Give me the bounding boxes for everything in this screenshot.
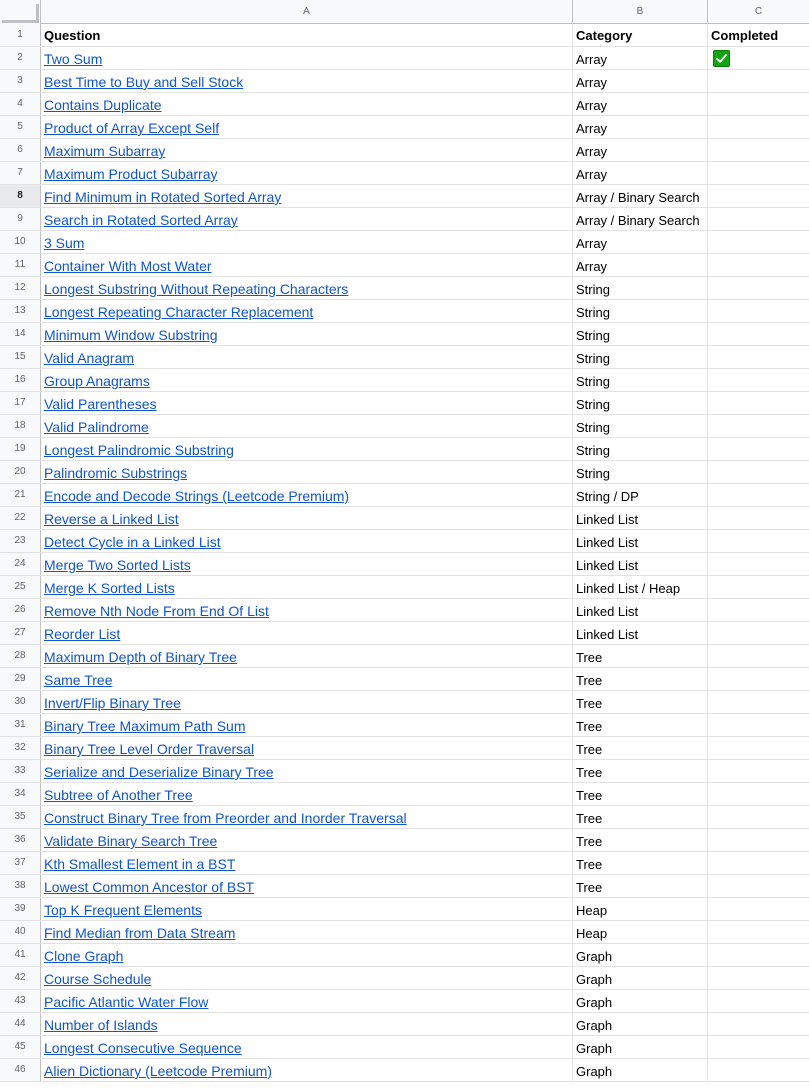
- cell-completed[interactable]: [708, 852, 809, 874]
- table-row: [0, 944, 809, 967]
- row-number[interactable]: 25: [0, 576, 41, 598]
- cell-completed[interactable]: [708, 760, 809, 782]
- row-number[interactable]: 18: [0, 415, 41, 437]
- cell-question[interactable]: [41, 875, 573, 897]
- cell-question[interactable]: [41, 346, 573, 368]
- cell-category[interactable]: Array: [573, 231, 708, 253]
- cell-completed[interactable]: [708, 162, 809, 184]
- select-all-corner[interactable]: [0, 0, 41, 24]
- question-link[interactable]: Binary Tree Maximum Path Sum: [44, 718, 246, 734]
- column-header-row: [0, 0, 809, 24]
- question-link[interactable]: Course Schedule: [44, 971, 152, 987]
- question-link[interactable]: Number of Islands: [44, 1017, 158, 1033]
- cell-category[interactable]: Graph: [573, 990, 708, 1012]
- cell-completed[interactable]: [708, 484, 809, 506]
- cell-category[interactable]: Array: [573, 93, 708, 115]
- row-number[interactable]: 32: [0, 737, 41, 759]
- table-row: [0, 668, 809, 691]
- cell-question[interactable]: [41, 254, 573, 276]
- table-row: [0, 116, 809, 139]
- cell-completed[interactable]: [708, 47, 809, 69]
- row-number[interactable]: 36: [0, 829, 41, 851]
- table-row: [0, 438, 809, 461]
- cell-category[interactable]: Heap: [573, 921, 708, 943]
- row-number[interactable]: 19: [0, 438, 41, 460]
- cell-category[interactable]: Linked List: [573, 530, 708, 552]
- cell-question[interactable]: [41, 300, 573, 322]
- question-link[interactable]: Longest Palindromic Substring: [44, 442, 234, 458]
- cell-category[interactable]: Linked List: [573, 507, 708, 529]
- cell-category[interactable]: Linked List: [573, 599, 708, 621]
- table-row: [0, 599, 809, 622]
- cell-category[interactable]: Tree: [573, 806, 708, 828]
- row-number[interactable]: 15: [0, 346, 41, 368]
- cell-question[interactable]: [41, 185, 573, 207]
- table-row: [0, 369, 809, 392]
- table-row: [0, 93, 809, 116]
- question-link[interactable]: Remove Nth Node From End Of List: [44, 603, 269, 619]
- cell-question[interactable]: [41, 645, 573, 667]
- cell-question[interactable]: [41, 714, 573, 736]
- question-link[interactable]: Reorder List: [44, 626, 121, 642]
- table-row: [0, 1036, 809, 1059]
- cell-category[interactable]: String / DP: [573, 484, 708, 506]
- cell-question[interactable]: [41, 530, 573, 552]
- question-link[interactable]: Best Time to Buy and Sell Stock: [44, 74, 244, 90]
- cell-category[interactable]: Array: [573, 70, 708, 92]
- cell-question[interactable]: [41, 599, 573, 621]
- row-number[interactable]: 46: [0, 1059, 41, 1081]
- row-number[interactable]: 1: [0, 24, 41, 46]
- table-row: [0, 507, 809, 530]
- question-link[interactable]: Reverse a Linked List: [44, 511, 179, 527]
- question-link[interactable]: Binary Tree Level Order Traversal: [44, 741, 255, 757]
- cell-completed[interactable]: [708, 415, 809, 437]
- question-link[interactable]: Invert/Flip Binary Tree: [44, 695, 181, 711]
- cell-completed[interactable]: [708, 254, 809, 276]
- cell-question[interactable]: [41, 737, 573, 759]
- table-row: [0, 415, 809, 438]
- cell-category[interactable]: Linked List: [573, 553, 708, 575]
- table-row: [0, 553, 809, 576]
- question-link[interactable]: Longest Repeating Character Replacement: [44, 304, 314, 320]
- cell-completed[interactable]: [708, 622, 809, 644]
- cell-completed[interactable]: [708, 714, 809, 736]
- question-link[interactable]: Longest Consecutive Sequence: [44, 1040, 242, 1056]
- cell-question[interactable]: [41, 829, 573, 851]
- table-row: [0, 806, 809, 829]
- cell-category[interactable]: String: [573, 300, 708, 322]
- row-number[interactable]: 26: [0, 599, 41, 621]
- cell-completed[interactable]: [708, 300, 809, 322]
- cell-completed[interactable]: [708, 1013, 809, 1035]
- row-number[interactable]: 21: [0, 484, 41, 506]
- row-number[interactable]: 16: [0, 369, 41, 391]
- row-number[interactable]: 29: [0, 668, 41, 690]
- cell-completed[interactable]: [708, 668, 809, 690]
- cell-question[interactable]: [41, 484, 573, 506]
- cell-category[interactable]: Tree: [573, 691, 708, 713]
- row-number[interactable]: 30: [0, 691, 41, 713]
- table-row: [0, 760, 809, 783]
- checkmark-icon: [715, 52, 728, 65]
- question-link[interactable]: Search in Rotated Sorted Array: [44, 212, 238, 228]
- row-number[interactable]: 7: [0, 162, 41, 184]
- cell-completed[interactable]: [708, 461, 809, 483]
- table-row: [0, 277, 809, 300]
- table-row: [0, 967, 809, 990]
- cell-category[interactable]: Graph: [573, 1059, 708, 1081]
- cell-completed[interactable]: [708, 967, 809, 989]
- cell-category[interactable]: Heap: [573, 898, 708, 920]
- row-number[interactable]: 5: [0, 116, 41, 138]
- cell-completed[interactable]: [708, 369, 809, 391]
- row-number[interactable]: 44: [0, 1013, 41, 1035]
- cell-completed[interactable]: [708, 829, 809, 851]
- cell-completed[interactable]: [708, 139, 809, 161]
- table-row: [0, 484, 809, 507]
- cell-category[interactable]: Array: [573, 47, 708, 69]
- cell-completed[interactable]: [708, 553, 809, 575]
- table-row: [0, 162, 809, 185]
- row-number[interactable]: 6: [0, 139, 41, 161]
- cell-category[interactable]: String: [573, 323, 708, 345]
- cell-category[interactable]: Graph: [573, 967, 708, 989]
- cell-completed[interactable]: [708, 185, 809, 207]
- table-row: [0, 875, 809, 898]
- cell-question[interactable]: [41, 47, 573, 69]
- cell-category[interactable]: Array: [573, 254, 708, 276]
- column-header-c[interactable]: C: [708, 0, 809, 23]
- row-number[interactable]: 13: [0, 300, 41, 322]
- sheet-rows: [0, 24, 809, 1082]
- cell-question[interactable]: [41, 898, 573, 920]
- cell-category[interactable]: Array / Binary Search: [573, 185, 708, 207]
- cell-question[interactable]: [41, 990, 573, 1012]
- table-row: [0, 300, 809, 323]
- row-number[interactable]: 39: [0, 898, 41, 920]
- cell-question[interactable]: [41, 921, 573, 943]
- row-number[interactable]: 33: [0, 760, 41, 782]
- question-link[interactable]: Longest Substring Without Repeating Characters: [44, 281, 349, 297]
- question-link[interactable]: Two Sum: [44, 51, 103, 67]
- cell-category[interactable]: Graph: [573, 1036, 708, 1058]
- question-link[interactable]: Detect Cycle in a Linked List: [44, 534, 221, 550]
- table-row: [0, 737, 809, 760]
- cell-question[interactable]: [41, 1059, 573, 1081]
- row-number[interactable]: 37: [0, 852, 41, 874]
- row-number[interactable]: 22: [0, 507, 41, 529]
- cell-category[interactable]: String: [573, 438, 708, 460]
- row-number[interactable]: 35: [0, 806, 41, 828]
- cell-question[interactable]: [41, 622, 573, 644]
- cell-question[interactable]: [41, 668, 573, 690]
- cell-category[interactable]: Tree: [573, 645, 708, 667]
- row-number[interactable]: 8: [0, 185, 41, 207]
- cell-question[interactable]: [41, 967, 573, 989]
- question-link[interactable]: Group Anagrams: [44, 373, 150, 389]
- cell-completed[interactable]: [708, 806, 809, 828]
- table-row: [0, 461, 809, 484]
- question-link[interactable]: Kth Smallest Element in a BST: [44, 856, 236, 872]
- cell-question[interactable]: [41, 438, 573, 460]
- table-row: [0, 921, 809, 944]
- header-data-row: [0, 24, 809, 47]
- table-row: [0, 70, 809, 93]
- row-number[interactable]: 27: [0, 622, 41, 644]
- cell-completed[interactable]: [708, 875, 809, 897]
- cell-completed[interactable]: [708, 323, 809, 345]
- table-row: [0, 47, 809, 70]
- cell-completed[interactable]: [708, 898, 809, 920]
- table-row: [0, 576, 809, 599]
- table-row: [0, 530, 809, 553]
- cell-category[interactable]: Array: [573, 116, 708, 138]
- cell-category[interactable]: Tree: [573, 760, 708, 782]
- cell-completed[interactable]: [708, 231, 809, 253]
- table-row: [0, 392, 809, 415]
- question-link[interactable]: Merge Two Sorted Lists: [44, 557, 191, 573]
- cell-question[interactable]: [41, 760, 573, 782]
- table-row: [0, 254, 809, 277]
- cell-category[interactable]: Tree: [573, 714, 708, 736]
- cell-category[interactable]: String: [573, 392, 708, 414]
- cell-category[interactable]: String: [573, 461, 708, 483]
- cell-completed[interactable]: [708, 530, 809, 552]
- cell-category[interactable]: Linked List / Heap: [573, 576, 708, 598]
- cell-question[interactable]: [41, 507, 573, 529]
- cell-completed[interactable]: [708, 70, 809, 92]
- cell-question-header[interactable]: Question: [41, 24, 573, 46]
- row-number[interactable]: 20: [0, 461, 41, 483]
- cell-question[interactable]: [41, 162, 573, 184]
- question-link[interactable]: Contains Duplicate: [44, 97, 162, 113]
- question-link[interactable]: Valid Palindrome: [44, 419, 149, 435]
- question-link[interactable]: Find Median from Data Stream: [44, 925, 236, 941]
- cell-completed[interactable]: [708, 1036, 809, 1058]
- table-row: [0, 783, 809, 806]
- cell-category[interactable]: Tree: [573, 783, 708, 805]
- cell-completed[interactable]: [708, 93, 809, 115]
- cell-category[interactable]: Graph: [573, 944, 708, 966]
- cell-category[interactable]: Linked List: [573, 622, 708, 644]
- cell-question[interactable]: [41, 231, 573, 253]
- cell-category[interactable]: Tree: [573, 852, 708, 874]
- row-number[interactable]: 42: [0, 967, 41, 989]
- table-row: [0, 208, 809, 231]
- row-number[interactable]: 12: [0, 277, 41, 299]
- cell-question[interactable]: [41, 806, 573, 828]
- table-row: [0, 622, 809, 645]
- row-number[interactable]: 43: [0, 990, 41, 1012]
- cell-category[interactable]: Tree: [573, 668, 708, 690]
- question-link[interactable]: Same Tree: [44, 672, 113, 688]
- cell-completed[interactable]: [708, 208, 809, 230]
- cell-question[interactable]: [41, 116, 573, 138]
- row-number[interactable]: 4: [0, 93, 41, 115]
- table-row: [0, 691, 809, 714]
- cell-question[interactable]: [41, 783, 573, 805]
- cell-question[interactable]: [41, 553, 573, 575]
- row-number[interactable]: 31: [0, 714, 41, 736]
- question-link[interactable]: Validate Binary Search Tree: [44, 833, 218, 849]
- cell-completed[interactable]: [708, 1059, 809, 1081]
- cell-category-header[interactable]: Category: [573, 24, 708, 46]
- cell-category[interactable]: Graph: [573, 1013, 708, 1035]
- row-number[interactable]: 40: [0, 921, 41, 943]
- cell-question[interactable]: [41, 208, 573, 230]
- question-link[interactable]: Alien Dictionary (Leetcode Premium): [44, 1063, 272, 1079]
- cell-completed[interactable]: [708, 576, 809, 598]
- cell-completed[interactable]: [708, 737, 809, 759]
- cell-question[interactable]: [41, 277, 573, 299]
- question-link[interactable]: Valid Anagram: [44, 350, 135, 366]
- row-number[interactable]: 9: [0, 208, 41, 230]
- cell-question[interactable]: [41, 139, 573, 161]
- cell-completed[interactable]: [708, 691, 809, 713]
- cell-category[interactable]: String: [573, 415, 708, 437]
- question-link[interactable]: Maximum Depth of Binary Tree: [44, 649, 237, 665]
- cell-category[interactable]: String: [573, 277, 708, 299]
- table-row: [0, 1013, 809, 1036]
- cell-category[interactable]: Array: [573, 139, 708, 161]
- table-row: [0, 231, 809, 254]
- cell-completed-header[interactable]: Completed: [711, 28, 779, 43]
- question-link[interactable]: Lowest Common Ancestor of BST: [44, 879, 255, 895]
- cell-completed[interactable]: [708, 944, 809, 966]
- cell-completed[interactable]: [708, 599, 809, 621]
- cell-question[interactable]: [41, 415, 573, 437]
- cell-question[interactable]: [41, 461, 573, 483]
- cell-completed[interactable]: [708, 921, 809, 943]
- question-link[interactable]: 3 Sum: [44, 235, 85, 251]
- cell-category[interactable]: String: [573, 346, 708, 368]
- cell-category[interactable]: Array: [573, 162, 708, 184]
- question-link[interactable]: Container With Most Water: [44, 258, 212, 274]
- question-link[interactable]: Top K Frequent Elements: [44, 902, 202, 918]
- cell-completed[interactable]: [708, 507, 809, 529]
- cell-category[interactable]: Array / Binary Search: [573, 208, 708, 230]
- row-number[interactable]: 10: [0, 231, 41, 253]
- column-header-b[interactable]: B: [573, 0, 708, 23]
- table-row: [0, 1059, 809, 1082]
- question-link[interactable]: Find Minimum in Rotated Sorted Array: [44, 189, 282, 205]
- cell-question[interactable]: [41, 1013, 573, 1035]
- question-link[interactable]: Maximum Subarray: [44, 143, 166, 159]
- row-number[interactable]: 41: [0, 944, 41, 966]
- table-row: [0, 346, 809, 369]
- column-header-a[interactable]: A: [41, 0, 573, 23]
- table-row: [0, 852, 809, 875]
- cell-question[interactable]: [41, 852, 573, 874]
- row-number[interactable]: 2: [0, 47, 41, 69]
- question-link[interactable]: Product of Array Except Self: [44, 120, 220, 136]
- question-link[interactable]: Subtree of Another Tree: [44, 787, 193, 803]
- row-number[interactable]: 14: [0, 323, 41, 345]
- cell-category[interactable]: Tree: [573, 737, 708, 759]
- cell-category[interactable]: String: [573, 369, 708, 391]
- row-number[interactable]: 38: [0, 875, 41, 897]
- cell-completed[interactable]: [708, 645, 809, 667]
- table-row: [0, 139, 809, 162]
- completed-checkbox[interactable]: [713, 50, 730, 67]
- cell-completed[interactable]: [708, 438, 809, 460]
- cell-question[interactable]: [41, 691, 573, 713]
- row-number[interactable]: 34: [0, 783, 41, 805]
- question-link[interactable]: Encode and Decode Strings (Leetcode Premium): [44, 488, 350, 504]
- row-number[interactable]: 11: [0, 254, 41, 276]
- cell-question[interactable]: [41, 392, 573, 414]
- row-number[interactable]: 23: [0, 530, 41, 552]
- table-row: [0, 990, 809, 1013]
- cell-completed[interactable]: [708, 392, 809, 414]
- cell-question[interactable]: [41, 944, 573, 966]
- cell-question[interactable]: [41, 1036, 573, 1058]
- cell-completed[interactable]: [708, 277, 809, 299]
- row-number[interactable]: 17: [0, 392, 41, 414]
- table-row: [0, 323, 809, 346]
- cell-completed[interactable]: [708, 990, 809, 1012]
- row-number[interactable]: 45: [0, 1036, 41, 1058]
- cell-category[interactable]: Tree: [573, 875, 708, 897]
- question-link[interactable]: Pacific Atlantic Water Flow: [44, 994, 209, 1010]
- question-link[interactable]: Minimum Window Substring: [44, 327, 218, 343]
- table-row: [0, 898, 809, 921]
- row-number[interactable]: 24: [0, 553, 41, 575]
- table-row: [0, 829, 809, 852]
- question-link[interactable]: Valid Parentheses: [44, 396, 157, 412]
- cell-completed[interactable]: [708, 783, 809, 805]
- question-link[interactable]: Maximum Product Subarray: [44, 166, 218, 182]
- row-number[interactable]: 28: [0, 645, 41, 667]
- cell-question[interactable]: [41, 70, 573, 92]
- table-row: [0, 645, 809, 668]
- row-number[interactable]: 3: [0, 70, 41, 92]
- cell-question[interactable]: [41, 323, 573, 345]
- cell-question[interactable]: [41, 576, 573, 598]
- question-link[interactable]: Construct Binary Tree from Preorder and Inorder Traversal: [44, 810, 407, 826]
- table-row: [0, 714, 809, 737]
- cell-completed[interactable]: [708, 346, 809, 368]
- question-link[interactable]: Clone Graph: [44, 948, 124, 964]
- table-row: [0, 185, 809, 208]
- question-link[interactable]: Merge K Sorted Lists: [44, 580, 175, 596]
- cell-question[interactable]: [41, 93, 573, 115]
- question-link[interactable]: Serialize and Deserialize Binary Tree: [44, 764, 274, 780]
- cell-category[interactable]: Tree: [573, 829, 708, 851]
- question-link[interactable]: Palindromic Substrings: [44, 465, 188, 481]
- cell-question[interactable]: [41, 369, 573, 391]
- cell-completed[interactable]: [708, 116, 809, 138]
